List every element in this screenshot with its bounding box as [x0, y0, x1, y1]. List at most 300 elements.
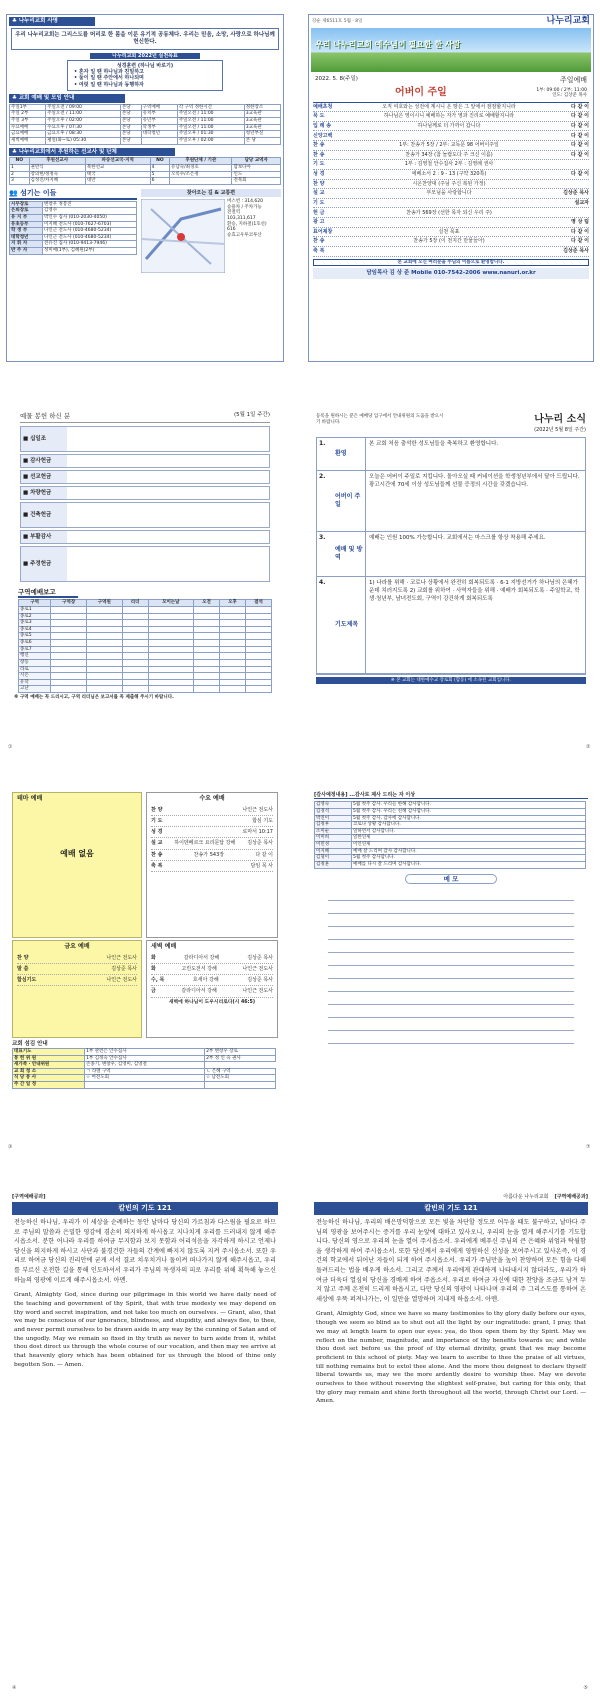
cell-row — [19, 613, 272, 620]
fri-service-box — [12, 940, 142, 1038]
cell-value — [148, 633, 193, 640]
staff-role: 시무장로 — [10, 201, 43, 208]
order-content: 시온찬양대 (주님 주신 복된 가정) — [412, 180, 486, 187]
thanks-name: 이지혜 — [315, 848, 352, 855]
cell-value — [148, 626, 193, 633]
mission-row — [10, 171, 281, 178]
practice-item: • 혼자 일 땐 하나님과 친밀하고 — [74, 69, 144, 76]
cell-value — [219, 653, 245, 660]
practice-item: 성경훈련 (하나님 바로기) — [116, 62, 174, 69]
worship-cell: 유치부 — [141, 111, 177, 118]
page-number: ⑤ — [583, 1684, 588, 1691]
offering-category: ■ 건축헌금 — [21, 503, 67, 527]
dawn-service-title: 새벽 예배 — [151, 943, 177, 950]
cell-value — [122, 659, 148, 666]
map-info-line: 버스번 : 314,620 — [227, 199, 264, 205]
prayer-english: Grant, Almighty God, since we have so many testimonies to thy glory daily before our eyes, though we seem so blind as to shut out all the light by our ingratitude: grant, I pray, that we may at length learn to open our eyes: yea, do thou open them by thy Spirit. May we reflect on the number, magnitude, and importance of thy benefits towards us; and while thou dost set before us the proof of thy eternal divinity, grant that we may become proficient in this school of piety. May we learn to ascribe to thee the praise of all virtues, till nothing remains but to extol thee alone. And the more thou deignest to declare thyself liberal towards us, may we the more ardently desire to worship thee. May we devote ourselves to thee without reserving the slightest self-praise, but caring for this only, that thy glory may remain and shine forth throughout all the world, through Christ our Lord. — Amen. — [316, 1311, 586, 1405]
wed-row — [151, 850, 273, 861]
cell-value — [245, 666, 271, 673]
wed-row-cell: 하이덴베르크 요리문답 강해 — [174, 840, 236, 847]
duty-row — [13, 1048, 276, 1055]
cell-row — [19, 686, 272, 693]
order-content: 찬송가 34장 (참 놀랍도다 주 크신 이름) — [405, 151, 493, 158]
mission-table — [9, 157, 281, 185]
duty-cell: 봉 헌 위 원 — [13, 1055, 85, 1062]
news-label: 환영 — [335, 450, 347, 457]
staff-role: 지 휘 자 — [10, 241, 43, 248]
dawn-row-cell: 고린도전서 강해 — [181, 965, 217, 972]
offering-category: ■ 선교헌금 — [21, 471, 67, 483]
cell-name: 종로5 — [19, 633, 51, 640]
order-row — [313, 180, 589, 190]
cell-value — [51, 679, 87, 686]
offering-row — [20, 486, 270, 500]
cell-value — [219, 666, 245, 673]
news-title: 나누리 소식 — [534, 414, 586, 425]
cell-value — [51, 613, 87, 620]
cell-row — [19, 606, 272, 613]
duty-row — [13, 1075, 276, 1082]
worship-cell: 구역예배 — [141, 104, 177, 111]
offering-names — [67, 455, 269, 467]
fri-row — [17, 964, 137, 975]
cell-value — [122, 686, 148, 693]
order-content: 1부 : 김영철 안수집사 2부 : 김영례 권사 — [404, 161, 494, 168]
cell-name: 종로2 — [19, 613, 51, 620]
cell-value — [193, 673, 219, 680]
worship-cell: 유년부 — [141, 118, 177, 125]
worship-cell: 수요예배 — [10, 124, 46, 131]
dawn-row — [151, 975, 273, 986]
news-item — [317, 471, 585, 532]
cell-value — [122, 620, 148, 627]
order-row — [313, 151, 589, 161]
dawn-row-cell: 수, 목 — [151, 977, 165, 983]
sunday-service-title: 테마 예배 — [17, 795, 43, 802]
offering-names — [67, 487, 269, 499]
cell-value — [87, 673, 123, 680]
worship-cell: 정한장소 — [244, 104, 280, 111]
mission-header-cell: 담당 교역자 — [232, 158, 281, 165]
church-name: 나누리교회 — [546, 16, 590, 26]
memo-title: 메 모 — [405, 874, 497, 884]
thanks-name: 김형이 — [315, 855, 352, 862]
cell-value — [219, 686, 245, 693]
offering-row — [20, 454, 270, 468]
news-text: 예배는 인원 100% 가능합니다. 교회에서는 마스크를 항상 착용해 주세요. — [365, 532, 585, 576]
order-row — [313, 170, 589, 180]
thanks-text: 이인연제 — [352, 842, 586, 849]
staff-role: 학 생 부 — [10, 228, 43, 235]
staff-role: 대학청년 — [10, 234, 43, 241]
mission-header-cell: NO — [150, 158, 170, 165]
cell-value — [219, 659, 245, 666]
order-leader: 다 같 이 — [571, 238, 589, 245]
cell-value — [51, 686, 87, 693]
cell-value — [87, 606, 123, 613]
map-info-line: 전철역 — [227, 210, 241, 216]
registration-note: 등록을 원하시는 분은 예배당 입구에서 안내위원의 도움을 받으시기 바랍니다. — [316, 414, 444, 425]
cell-value — [148, 606, 193, 613]
duty-cell: 1부 관련은 안수집사 — [85, 1048, 205, 1055]
thanks-name: 이민성 — [315, 842, 352, 849]
worship-cell: 주일오후 / 02:00 — [177, 137, 244, 144]
cell-value — [245, 653, 271, 660]
duty-row — [13, 1055, 276, 1062]
page-number: ③ — [8, 1144, 13, 1150]
cell-name: 고난 — [19, 686, 51, 693]
bulletin-date: 2022. 5. 8(주일) — [315, 76, 358, 83]
order-content — [347, 219, 551, 225]
worship-row — [10, 137, 281, 144]
duty-cell — [205, 1082, 276, 1089]
thanks-text: 코로나 상황 감사합니다. — [352, 822, 586, 829]
cell-value — [245, 606, 271, 613]
wed-row-cell: 기 도 — [151, 817, 163, 824]
wed-row-cell: 축 복 — [151, 862, 163, 869]
bulletin-page-services — [6, 790, 284, 1140]
thanks-text: 예배 잘 드리며 감사 감사합니다. — [352, 848, 586, 855]
order-content: 1부: 찬송가 5장 / 2부: 교독문 98 어버이주일 — [399, 142, 499, 149]
practice-item: • 둘이 일 땐 주안에서 하나되며 — [74, 75, 144, 82]
worship-cell: 본당 — [120, 124, 141, 131]
offering-category: ■ 십일조 — [21, 427, 67, 451]
cell-value — [193, 646, 219, 653]
worship-cell: 새벽예배 — [10, 137, 46, 144]
staff-name: 이지혜 전도사 (010-7627-6703) — [43, 221, 137, 228]
mission-cell: 장의현/정정숙 — [29, 171, 85, 178]
mission-cell: 1 — [10, 165, 30, 172]
cell-value — [219, 633, 245, 640]
bulletin-page-memo — [308, 790, 594, 1140]
prayer-english: Grant, Almighty God, since during our pilgrimage in this world we have daily need of the teaching and government of thy Spirit, that with true modesty we may depend on thy word and secret inspiration, and not take too much on ourselves. — Grant, also, that we may be conscious of our ignorance, blindness, and stupidity, and always flee, to thee, and never permit ourselves to be drawn aside in any way by the cunning of Satan and of the ungodly. May we remain so fixed in thy truth as never to turn aside from it, whilst thou dost direct us through the whole course of our vocation, and then may we arrive at that heavenly glory which has been obtained for us through the blood of thine only begotten Son. — Amen. — [14, 1292, 276, 1368]
order-row — [313, 218, 589, 228]
mission-cell: 태국 — [85, 171, 150, 178]
mission-header-cell: 후원단체 / 기관 — [170, 158, 232, 165]
cell-value — [193, 659, 219, 666]
worship-cell: 주일오후 / 02:00 — [46, 118, 121, 125]
page-number: ⑦ — [586, 1144, 591, 1150]
cell-value — [245, 613, 271, 620]
news-item — [317, 532, 585, 577]
cell-value — [51, 606, 87, 613]
thanks-row — [315, 815, 586, 822]
worship-cell: 평일(화~토) 05:30 — [46, 137, 121, 144]
cell-name: 유학 — [19, 679, 51, 686]
mission-cell: 3 — [10, 178, 30, 185]
welcome-note: 본 교회에 오신 여러분을 주님의 이름으로 환영합니다. — [313, 259, 589, 267]
offering-title: 예물 봉헌 하신 분 — [20, 412, 71, 420]
mission-cell: 북한선교 — [85, 165, 150, 172]
order-leader — [551, 181, 589, 187]
thanks-row — [315, 822, 586, 829]
fri-row — [17, 975, 137, 986]
order-leader: 다 같 이 — [571, 228, 589, 235]
cell-value — [122, 606, 148, 613]
offering-names — [67, 531, 269, 543]
news-number: 4. — [319, 578, 326, 586]
worship-cell: 금요예배 — [10, 131, 46, 138]
staff-name: 김영수 — [43, 208, 137, 215]
order-row — [313, 141, 589, 151]
order-leader: 설교자 — [574, 199, 589, 206]
dawn-row-cell: 나인근 전도사 — [242, 965, 273, 972]
thanks-title: [감사예정내용] ...감사로 제사 드리는 자 이상 — [314, 792, 588, 799]
cell-value — [122, 613, 148, 620]
cell-row — [19, 653, 272, 660]
cell-row — [19, 640, 272, 647]
worship-cell: 본당 — [120, 118, 141, 125]
news-text: 1) 나라를 위해 · 코로나 상황에서 완전히 회복되도록 · 6·1 지방선거가 하나님의 은혜가운데 치러지도록 2) 교회를 위하여 · 사역자들을 위해 · 예배가 회복되도록 · 주일학교, 학생·청년부, 남녀전도회, 구역이 강건하게 회복되도록 — [365, 577, 585, 673]
cell-value — [219, 620, 245, 627]
staff-role: 은퇴장로 — [10, 208, 43, 215]
order-content — [347, 200, 551, 206]
cell-value — [219, 646, 245, 653]
order-content: 하나님께로 더 가까이 갑니다 — [417, 122, 481, 129]
pastor-contact: 담임목사 김 상 준 Mobile 010-7542-2006 www.nanuri.or.kr — [313, 268, 589, 279]
practice-item: • 여럿 일 땐 하나님과 동행하자 — [74, 81, 144, 88]
cell-value — [87, 686, 123, 693]
fri-row-cell: 합심기도 — [17, 977, 37, 983]
order-row — [313, 237, 589, 247]
staff-title-text: 섬기는 이들 — [20, 188, 57, 197]
cell-row — [19, 646, 272, 653]
cell-name: 시온 — [19, 673, 51, 680]
people-icon: 👥 — [9, 188, 18, 197]
cell-header-cell: 리더 — [122, 600, 148, 607]
order-row — [313, 103, 589, 113]
wed-service-title: 수요 예배 — [199, 795, 225, 802]
worship-cell: 3교육관 — [244, 118, 280, 125]
cell-value — [122, 626, 148, 633]
order-row — [313, 247, 589, 257]
dawn-service-box — [146, 940, 278, 1038]
worship-cell: 본당 — [120, 137, 141, 144]
order-leader: 다 같 이 — [571, 132, 589, 139]
order-item: 찬 송 — [313, 151, 325, 158]
order-leader: 영 상 팀 — [571, 219, 589, 226]
order-row — [313, 160, 589, 170]
mission-title: ♣ 나누리교회에서 후원하는 선교사 및 단체 — [9, 148, 175, 157]
offering-row — [20, 426, 270, 452]
thanks-row — [315, 861, 586, 868]
cell-value — [148, 653, 193, 660]
duty-cell: 2부 정 인 숙 권사 — [205, 1055, 276, 1062]
order-content: 실천 목표 — [438, 228, 460, 235]
service-type: 주일예배 — [559, 76, 587, 85]
wed-row — [151, 816, 273, 827]
offering-names — [67, 471, 269, 483]
dawn-row-cell: 화 — [151, 965, 156, 972]
bulletin-page-info — [6, 14, 284, 362]
cell-value — [193, 620, 219, 627]
order-item: 광 고 — [313, 219, 325, 226]
offering-category: ■ 차량헌금 — [21, 487, 67, 499]
cell-value — [122, 646, 148, 653]
worship-cell: 주일 3부 — [10, 118, 46, 125]
cell-name: 종로4 — [19, 626, 51, 633]
sermon-theme: 어버이 주일 — [395, 87, 447, 98]
duty-cell: 새가족 · 안내위원 — [13, 1062, 85, 1069]
map-info-line: 승효고우투코투산 — [227, 232, 262, 238]
order-item: 성 경 — [313, 171, 325, 178]
cell-name: 종로7 — [19, 646, 51, 653]
news-item — [317, 577, 585, 674]
order-of-worship — [313, 102, 589, 257]
order-item: 기 도 — [313, 161, 325, 168]
worship-cell: 주일오전 / 11:00 — [177, 111, 244, 118]
dawn-row — [151, 953, 273, 964]
mission-header-cell: 파송선교국·지역 — [85, 158, 150, 165]
mission-cell: 오록수/조은정 — [170, 171, 232, 178]
staff-row — [10, 221, 137, 228]
thanks-name: 김정훈 — [315, 861, 352, 868]
cell-value — [219, 640, 245, 647]
thanks-text: 5월 첫주 감사. 우리들 한해 감사합니다. — [352, 802, 586, 809]
worship-row — [10, 104, 281, 111]
thanks-name: 김정후 — [315, 822, 352, 829]
duty-cell: ☆ 남전도회 — [205, 1075, 276, 1082]
cell-value — [245, 679, 271, 686]
order-content: 오직 여호와는 성전에 계시니 온 땅은 그 앞에서 잠잠할지니라 — [382, 103, 516, 110]
practice-title: 나누리교회 2022년 실천목표 — [90, 53, 200, 59]
offering-names — [67, 427, 269, 451]
vision-text: 우리 나누리교회는 그리스도를 머리로 한 몸을 이룬 유기적 공동체다. 우리는 믿음, 소망, 사랑으로 하나님께 헌신한다. — [11, 28, 279, 50]
cell-value — [87, 653, 123, 660]
order-leader: 다 같 이 — [571, 122, 589, 129]
cell-value — [193, 679, 219, 686]
prayer-korean: 전능하신 하나님, 우리의 배은망덕함으로 모든 빛을 차단할 정도로 어두울 때도 불구하고, 날마다 주님의 영광을 보여주시는 증거를 우리 눈앞에 대하고 있사오니, 우리의 눈을 열게 해주시기를 기도합니다. 당신의 영으로 우리의 눈을 열어 주시옵소서. 우리에게 베푸신 주님의 큰 은혜와 위엄과 탁월함을 생각하게 하여 주시옵소서. 또한 당신께서 우리에게 영원하신 신성을 보여주시고 있사온즉, 이 경건의 학교에서 뒤어난 자들이 되게 하여 주시옵소서. 우리가 주님만을 높이 찬양하며 모든 힘을 다해 돌려드리는 법을 배우게 하소서. 그리고 주께서 우리에게 관대하게 나타내시지 않더라도, 우리가 하여금 더욱더 열심히 당신을 경배케 하여 주옵소서. 우리로 하여금 자신에 대한 찬양을 조금도 남겨 두지 않고 주께 온전히 드리게 하옵시고, 다만 당신의 영광이 나타나며 우리의 주 그리스도를 통하여 온 세상에 우뚝 퍼져나가는, 이 일만을 열망하며 지내게 하옵소서. 아멘. — [316, 1219, 586, 1303]
duty-cell: ☆ 여전도회 — [85, 1075, 205, 1082]
order-leader — [551, 210, 589, 216]
order-item: 신앙고백 — [313, 132, 333, 139]
cell-value — [245, 673, 271, 680]
map-info-line: 환승, 지하철(1호선) — [227, 221, 267, 227]
order-item: 기 도 — [313, 199, 325, 206]
duty-row — [13, 1082, 276, 1089]
news-list — [316, 437, 586, 675]
order-content — [347, 248, 551, 254]
offering-week: (5월 1일 주간) — [233, 412, 270, 418]
offering-category: ■ 감사헌금 — [21, 455, 67, 467]
duty-cell — [85, 1082, 205, 1089]
order-item: 입 례 송 — [313, 122, 331, 129]
offering-category: ■ 주정헌금 — [21, 547, 67, 581]
staff-name: 박인수 집사 (010-2030-4050) — [43, 214, 137, 221]
thanks-row — [315, 808, 586, 815]
cell-value — [148, 686, 193, 693]
order-leader — [551, 161, 589, 167]
cell-value — [51, 653, 87, 660]
dawn-row — [151, 986, 273, 997]
worship-row — [10, 111, 281, 118]
cell-value — [245, 626, 271, 633]
thanks-text: 5월 첫주 감사. 우리는 친해 감사합니다. — [352, 808, 586, 815]
mission-cell: 김성진/차지혜 — [29, 178, 85, 185]
order-leader: 다 같 이 — [571, 151, 589, 158]
duty-cell: 주 간 일 정 — [13, 1082, 85, 1089]
order-item: 찬 송 — [313, 142, 325, 149]
cell-value — [87, 613, 123, 620]
cell-name: 창동 — [19, 659, 51, 666]
cell-value — [87, 679, 123, 686]
cell-value — [245, 659, 271, 666]
thanks-text: 예배를 다시 잘 드리며 감사합니다. — [352, 861, 586, 868]
duty-cell: 2부 변창우 장로 — [205, 1048, 276, 1055]
map-info-line: 616 — [227, 227, 236, 233]
staff-table — [9, 201, 137, 255]
cell-header-cell: 구역원 — [87, 600, 123, 607]
thanks-name: 이미희 — [315, 835, 352, 842]
dawn-row — [151, 964, 273, 975]
news-week: (2022년 5월 8일 주간) — [534, 426, 586, 433]
cover-banner — [311, 28, 591, 72]
cell-row — [19, 626, 272, 633]
thanks-name: 김경석 — [315, 808, 352, 815]
map-info-line: 승용차 / 주차가능 — [227, 204, 262, 210]
cell-report-table — [18, 599, 272, 693]
cell-value — [148, 679, 193, 686]
worship-cell: 주일오전 / 11:00 — [177, 124, 244, 131]
thanks-name: 소미순 — [315, 828, 352, 835]
staff-row — [10, 234, 137, 241]
worship-cell: 3교육관 — [244, 111, 280, 118]
worship-cell: 주일오후 / 01:30 — [177, 131, 244, 138]
wed-row-cell: 김상준 목사 — [247, 840, 273, 847]
cell-value — [148, 613, 193, 620]
wed-row-cell: 다 같 이 — [255, 851, 273, 858]
offering-row — [20, 546, 270, 582]
cell-value — [148, 666, 193, 673]
fri-row-cell: 찬 양 — [17, 954, 29, 961]
order-leader: 다 같 이 — [571, 171, 589, 178]
worship-cell: 각 구역 정한시간 — [177, 104, 244, 111]
duty-cell: 손종기, 변창우, 김영미, 김영철 — [85, 1062, 205, 1069]
mission-cell: 5 — [150, 171, 170, 178]
staff-row — [10, 241, 137, 248]
bulletin-page-cover — [308, 14, 594, 362]
wed-service-box — [146, 792, 278, 938]
offering-list — [20, 426, 270, 582]
memo-lines — [328, 888, 574, 1044]
cell-value — [219, 613, 245, 620]
cell-name: 종로3 — [19, 620, 51, 627]
order-item: 찬 양 — [313, 180, 325, 187]
cell-name: 행신 — [19, 653, 51, 660]
cell-value — [193, 606, 219, 613]
cell-value — [51, 673, 87, 680]
page-number: ② — [586, 744, 591, 750]
cell-value — [122, 679, 148, 686]
cell-value — [51, 620, 87, 627]
offering-names — [67, 503, 269, 527]
bulletin-page-offerings — [6, 410, 284, 740]
cell-row — [19, 666, 272, 673]
cell-header-cell: 오전 — [193, 600, 219, 607]
order-row — [313, 228, 589, 238]
dawn-row-cell: 화 — [151, 954, 156, 961]
worship-cell: 3교육관 — [244, 124, 280, 131]
fri-row-cell: 말 씀 — [17, 965, 29, 972]
dawn-row-cell: 김상준 목사 — [247, 954, 273, 961]
cell-value — [148, 659, 193, 666]
worship-cell: 본 당 — [244, 137, 280, 144]
duty-cell: 대표기도 — [13, 1048, 85, 1055]
cell-value — [51, 633, 87, 640]
staff-name: 나인근 전도사 (010-4680-5234) — [43, 228, 137, 235]
fri-row-cell: 나인근 전도사 — [106, 977, 137, 983]
dawn-row-cell: 금 — [151, 988, 156, 995]
